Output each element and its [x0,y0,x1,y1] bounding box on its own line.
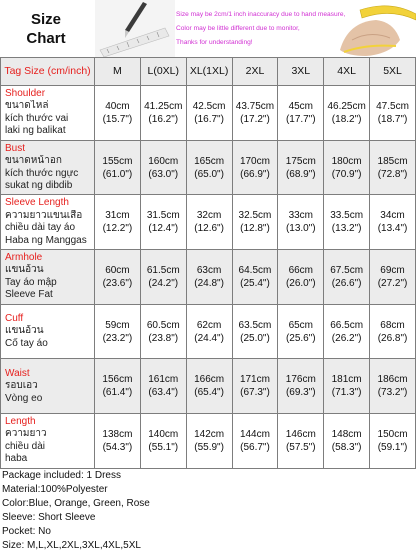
measurement-translation: ความยาวแขนเสื้อ [5,209,83,221]
measurement-translation: ความยาว [5,428,47,440]
measurement-translation: Cổ tay áo [5,337,48,349]
value-cm: 67.5cm [330,264,364,276]
value-inch: (13.4") [377,223,408,235]
value-cm: 150cm [377,428,408,440]
measurement-name: Bust [5,142,26,154]
column-header-l: L(0XL) [140,58,186,86]
value-cm: 144cm [239,428,270,440]
header [0,0,416,57]
value-inch: (18.7") [377,113,408,125]
value-inch: (71.3") [331,387,362,399]
note-line-1: Size may be 2cm/1 inch inaccuracy due to hand measure, [176,11,346,18]
value-cm: 66.5cm [330,319,364,331]
value-cm: 33cm [288,210,314,222]
size-value-cell [95,140,141,195]
value-inch: (72.8") [377,168,408,180]
measurement-translation: ขนาดหน้าอก [5,155,62,167]
value-inch: (68.9") [285,168,316,180]
value-inch: (13.2") [331,223,362,235]
size-value-cell [278,86,324,141]
value-cm: 138cm [102,428,133,440]
value-inch: (61.0") [102,168,133,180]
value-cm: 64.5cm [238,264,272,276]
measurement-translation: Haba ng Manggas [5,234,87,246]
value-cm: 146cm [285,428,316,440]
value-cm: 161cm [148,374,179,386]
value-cm: 155cm [102,155,133,167]
table-row [1,250,416,305]
value-inch: (55.9") [194,441,224,453]
size-value-cell [278,140,324,195]
value-inch: (12.4") [148,223,179,235]
size-value-cell [370,304,416,359]
size-value-cell [232,195,278,250]
title-line-2: Chart [26,30,66,47]
value-inch: (59.1") [377,441,408,453]
value-cm: 34cm [380,210,405,222]
size-value-cell [186,304,232,359]
size-value-cell [140,86,186,141]
value-inch: (13.0") [285,223,316,235]
value-cm: 31.5cm [146,210,180,222]
value-cm: 176cm [285,374,316,386]
size-value-cell [186,359,232,414]
row-label [1,140,95,195]
value-inch: (63.0") [148,168,179,180]
size-value-cell [186,86,232,141]
value-cm: 45cm [288,100,314,112]
value-cm: 166cm [194,374,225,386]
value-cm: 185cm [377,155,408,167]
size-value-cell [278,414,324,469]
measurement-translation: sukat ng dibdib [5,180,73,192]
value-inch: (12.8") [240,223,270,235]
measurement-translation: Tay áo mập [5,276,57,288]
value-cm: 40cm [105,100,130,112]
value-inch: (25.4") [240,277,270,289]
value-inch: (73.2") [377,387,408,399]
value-cm: 69cm [380,264,405,276]
measurement-translation: laki ng balikat [5,125,66,137]
size-value-cell [95,359,141,414]
size-value-cell [370,250,416,305]
value-inch: (26.0") [285,277,316,289]
material: Material:100%Polyester [2,484,108,495]
value-inch: (65.4") [194,387,224,399]
value-inch: (26.6") [331,277,362,289]
value-inch: (65.0") [194,168,224,180]
row-label [1,86,95,141]
product-details [0,469,416,553]
value-cm: 148cm [331,428,362,440]
value-cm: 63cm [196,264,222,276]
size-value-cell [232,140,278,195]
value-cm: 142cm [194,428,225,440]
size-value-cell [140,414,186,469]
measurement-translation: รอบเอว [5,380,38,392]
size-value-cell [95,86,141,141]
measurement-translation: chiều dài [5,440,46,452]
size-value-cell [324,414,370,469]
measurement-translation: แขนอ้วน [5,325,44,337]
table-row [1,359,416,414]
value-inch: (69.3") [285,387,316,399]
measurement-name: Waist [5,367,30,379]
value-cm: 62cm [196,319,222,331]
measurement-translation: ขนาดไหล่ [5,100,49,112]
size-value-cell [324,195,370,250]
size-value-cell [232,359,278,414]
measuring-tape-icon [95,0,175,57]
value-cm: 186cm [377,374,408,386]
value-inch: (54.3") [102,441,133,453]
size-value-cell [140,195,186,250]
size-value-cell [324,140,370,195]
size-value-cell [324,250,370,305]
value-cm: 171cm [239,374,270,386]
table-row [1,304,416,359]
row-label [1,250,95,305]
column-header-tag-size: Tag Size (cm/inch) [1,58,95,86]
value-inch: (27.2") [377,277,408,289]
size-value-cell [140,250,186,305]
value-inch: (24.2") [148,277,179,289]
value-inch: (25.0") [240,332,270,344]
measurement-name: Length [5,415,36,427]
value-inch: (66.9") [240,168,270,180]
value-cm: 156cm [102,374,133,386]
table-row [1,86,416,141]
value-cm: 31cm [105,210,130,222]
size-value-cell [232,250,278,305]
value-cm: 32cm [196,210,222,222]
value-inch: (23.2") [102,332,133,344]
size-value-cell [370,414,416,469]
pocket-info: Pocket: No [2,526,51,537]
size-table [0,57,416,469]
measurement-name: Cuff [5,312,24,324]
value-cm: 59cm [105,319,130,331]
value-cm: 33.5cm [330,210,364,222]
value-cm: 46.25cm [327,100,366,112]
value-cm: 66cm [288,264,314,276]
size-value-cell [186,140,232,195]
row-label [1,414,95,469]
column-header-m: M [95,58,141,86]
table-row [1,195,416,250]
value-inch: (23.8") [148,332,179,344]
measurement-translation: chiều dài tay áo [5,222,76,234]
size-chart-title [0,0,92,57]
column-header-3xl: 3XL [278,58,324,86]
size-value-cell [186,414,232,469]
size-value-cell [370,195,416,250]
measurement-name: Armhole [5,251,43,263]
measurement-translation: haba [5,453,28,465]
size-value-cell [324,86,370,141]
value-cm: 140cm [148,428,179,440]
value-inch: (25.6") [285,332,316,344]
measurement-translation: kích thước ngực [5,167,79,179]
value-cm: 65cm [288,319,314,331]
value-inch: (12.2") [102,223,133,235]
row-label [1,304,95,359]
size-value-cell [232,86,278,141]
size-value-cell [95,250,141,305]
package-included: Package included: 1 Dress [2,470,121,481]
value-inch: (17.2") [240,113,270,125]
column-header-5xl: 5XL [370,58,416,86]
value-inch: (67.3") [240,387,270,399]
value-inch: (24.4") [194,332,224,344]
value-inch: (55.1") [148,441,179,453]
value-inch: (17.7") [285,113,316,125]
title-line-1: Size [30,11,61,28]
measurement-translation: Sleeve Fat [5,289,53,301]
value-inch: (16.2") [148,113,179,125]
sleeve-type: Sleeve: Short Sleeve [2,512,96,523]
value-cm: 47.5cm [376,100,409,112]
value-cm: 60.5cm [146,319,180,331]
value-cm: 60cm [105,264,130,276]
size-value-cell [278,250,324,305]
size-value-cell [95,195,141,250]
value-cm: 32.5cm [238,210,272,222]
value-cm: 160cm [148,155,179,167]
size-value-cell [186,250,232,305]
value-inch: (26.8") [377,332,408,344]
value-inch: (18.2") [331,113,362,125]
value-inch: (12.6") [194,223,224,235]
table-row [1,140,416,195]
measurement-name: Shoulder [5,87,46,99]
table-row [1,414,416,469]
value-inch: (70.9") [331,168,362,180]
value-cm: 175cm [285,155,316,167]
table-header-row [1,58,416,86]
size-value-cell [278,195,324,250]
value-cm: 180cm [331,155,362,167]
tape-measure-hand-icon [330,0,416,57]
value-cm: 181cm [331,374,362,386]
size-value-cell [370,86,416,141]
size-value-cell [95,304,141,359]
size-value-cell [140,140,186,195]
column-header-2xl: 2XL [232,58,278,86]
value-inch: (16.7") [194,113,224,125]
size-value-cell [324,304,370,359]
value-inch: (61.4") [102,387,133,399]
value-inch: (58.3") [331,441,362,453]
table-body [1,86,416,469]
measurement-name: Sleeve Length [5,197,69,209]
value-inch: (24.8") [194,277,224,289]
measurement-translation: kích thước vai [5,112,69,124]
value-inch: (63.4") [148,387,179,399]
value-cm: 43.75cm [235,100,275,112]
size-value-cell [140,304,186,359]
column-header-4xl: 4XL [324,58,370,86]
size-value-cell [370,359,416,414]
size-value-cell [278,304,324,359]
column-header-xl: XL(1XL) [186,58,232,86]
size-value-cell [140,359,186,414]
row-label [1,359,95,414]
value-cm: 170cm [239,155,270,167]
size-value-cell [232,304,278,359]
value-cm: 41.25cm [144,100,183,112]
value-inch: (23.6") [102,277,133,289]
size-value-cell [370,140,416,195]
value-cm: 165cm [194,155,225,167]
measurement-translation: แขนอ้วน [5,264,44,276]
value-cm: 61.5cm [146,264,180,276]
value-cm: 42.5cm [192,100,226,112]
available-sizes: Size: M,L,XL,2XL,3XL,4XL,5XL [2,540,141,551]
measurement-note [176,8,356,50]
value-inch: (26.2") [331,332,362,344]
row-label [1,195,95,250]
value-inch: (56.7") [240,441,270,453]
color-options: Color:Blue, Orange, Green, Rose [2,498,150,509]
size-value-cell [324,359,370,414]
value-cm: 63.5cm [238,319,272,331]
size-value-cell [278,359,324,414]
value-inch: (57.5") [285,441,316,453]
size-value-cell [95,414,141,469]
note-line-3: Thanks for understanding! [176,39,253,46]
note-line-2: Color may be little different due to monitor, [176,25,300,32]
size-value-cell [232,414,278,469]
measurement-translation: Vòng eo [5,392,43,404]
size-value-cell [186,195,232,250]
value-cm: 68cm [380,319,405,331]
value-inch: (15.7") [102,113,133,125]
